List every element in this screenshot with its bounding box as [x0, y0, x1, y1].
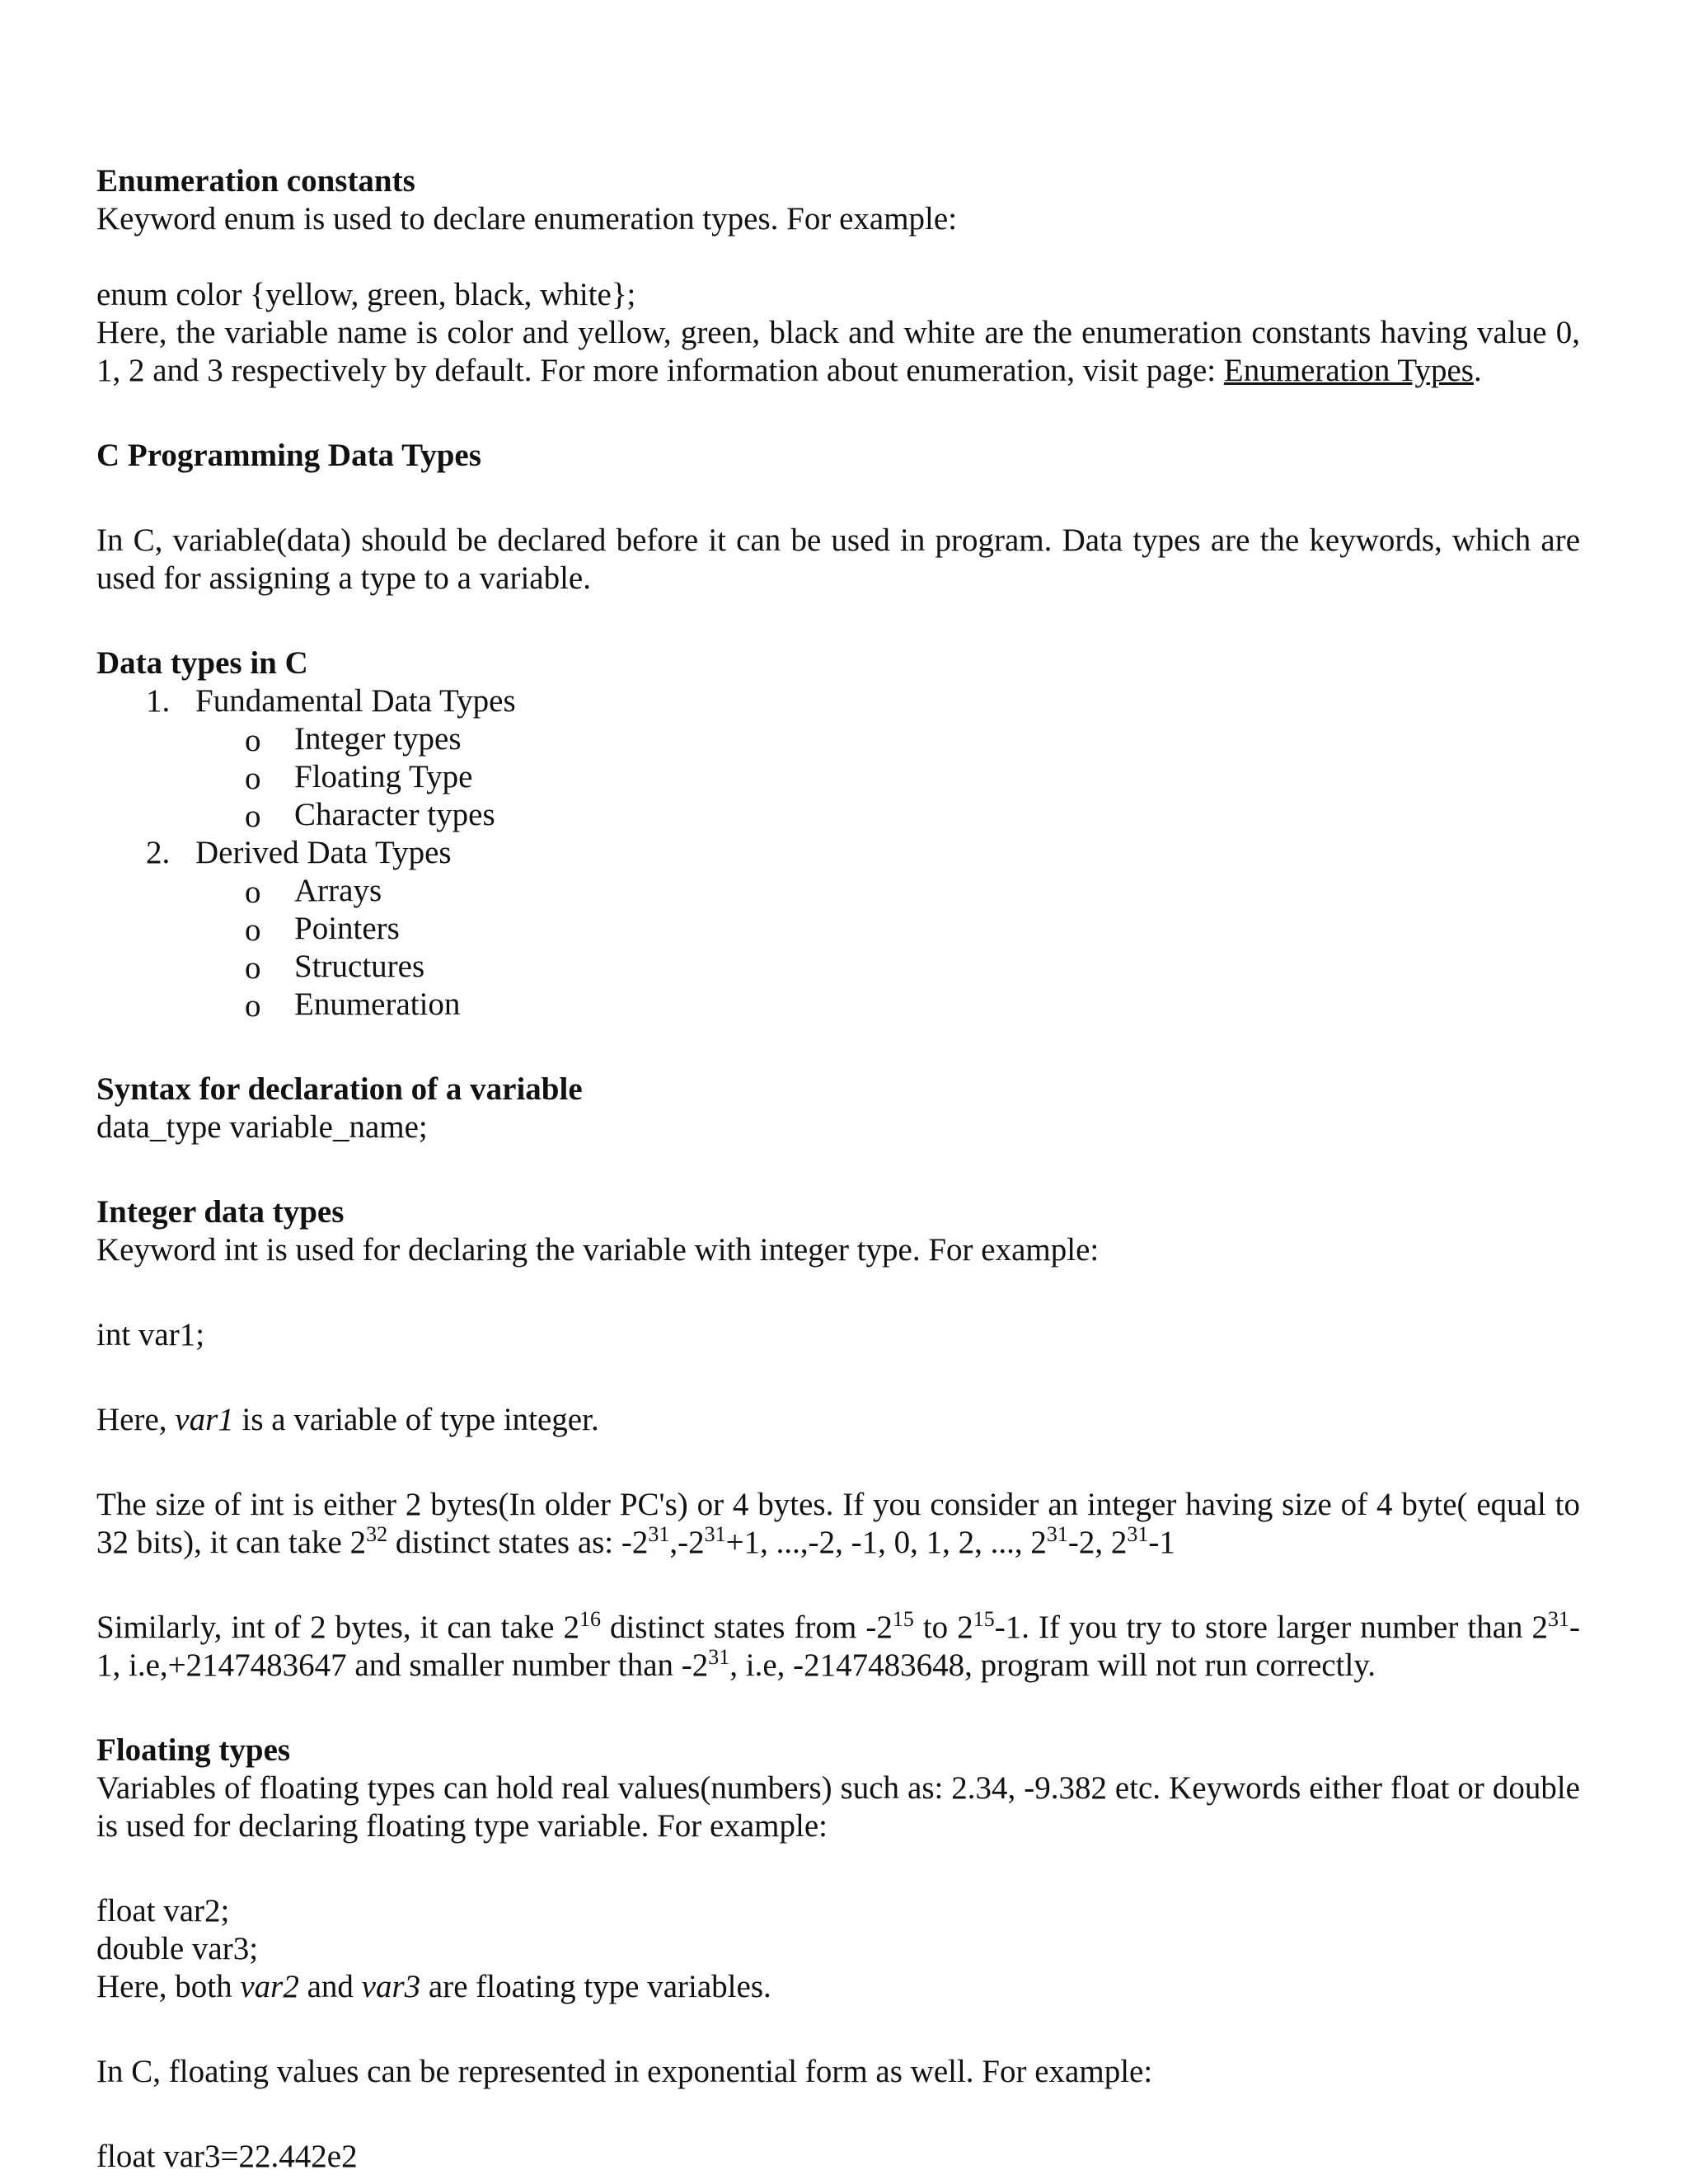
- enumeration-types-link[interactable]: Enumeration Types: [1223, 353, 1474, 388]
- floating-intro-paragraph: Variables of floating types can hold real values(numbers) such as: 2.34, -9.382 etc. Keywords either float or double is used for declaring floating type variable. For example:: [96, 1770, 1580, 1844]
- variable-name: var1: [175, 1402, 234, 1437]
- text-fragment: ,-2: [669, 1525, 705, 1560]
- list-label: Derived Data Types: [195, 835, 452, 870]
- enum-explanation-paragraph: [96, 314, 1580, 390]
- list-subitem: [96, 720, 1580, 758]
- exponent: 31: [704, 1522, 726, 1546]
- text-fragment: +1, ...,-2, -1, 0, 1, 2, ..., 2: [725, 1525, 1047, 1560]
- text-fragment: Similarly, int of 2 bytes, it can take 2: [96, 1610, 579, 1645]
- variable-name: var2: [240, 1969, 299, 2004]
- heading-floating-types: Floating types: [96, 1732, 291, 1768]
- subitem-label: Structures: [294, 949, 425, 984]
- list-subitem: [96, 872, 1580, 910]
- double-code-line: double var3;: [96, 1931, 259, 1966]
- exponent: 31: [648, 1522, 670, 1546]
- subitem-label: Arrays: [294, 873, 382, 908]
- list-number: 2.: [146, 835, 171, 870]
- text-fragment: Here, both: [96, 1969, 241, 2004]
- text-fragment: , i.e, -2147483648, program will not run correctly.: [729, 1647, 1376, 1683]
- exponent: 31: [1046, 1522, 1068, 1546]
- exponent: 31: [1548, 1607, 1570, 1631]
- bullet-marker: o: [245, 761, 261, 796]
- floating-code-line: float var2;: [96, 1893, 230, 1929]
- subitem-label: Enumeration: [294, 987, 461, 1022]
- data-types-intro-paragraph: In C, variable(data) should be declared before it can be used in program. Data types are the keywords, which are used for assigning a type to a variable.: [96, 523, 1580, 596]
- exponent: 16: [579, 1607, 601, 1631]
- subitem-label: Integer types: [294, 721, 462, 757]
- subitem-label: Floating Type: [294, 759, 473, 794]
- exponent: 32: [366, 1522, 388, 1546]
- enum-code-line: enum color {yellow, green, black, white};: [96, 277, 636, 312]
- bullet-marker: o: [245, 799, 261, 834]
- integer-similarly-paragraph: [96, 1609, 1580, 1685]
- heading-integer-data-types: Integer data types: [96, 1194, 345, 1230]
- text-fragment: and: [298, 1969, 362, 2004]
- text-fragment: Here,: [96, 1402, 176, 1437]
- list-label: Fundamental Data Types: [195, 683, 516, 719]
- exponential-intro-text: In C, floating values can be represented in exponential form as well. For example:: [96, 2054, 1153, 2089]
- bullet-marker: o: [245, 912, 261, 948]
- text-fragment: -1, i.e,+2147483647 and smaller number than -2: [96, 1610, 1581, 1683]
- exponent: 31: [708, 1645, 730, 1669]
- exponent: 15: [973, 1607, 995, 1631]
- heading-c-programming-data-types: C Programming Data Types: [96, 438, 481, 473]
- list-number: 1.: [146, 683, 171, 719]
- list-item-fundamental: [96, 682, 1580, 720]
- list-subitem: [96, 910, 1580, 948]
- document-page: [96, 162, 1580, 2176]
- text-fragment: are floating type variables.: [420, 1969, 771, 2004]
- text-fragment: The size of int is either 2 bytes(In older PC's) or 4 bytes. If you consider an integer having size of 4 byte( equal to 32 bits), it can take 2: [96, 1487, 1580, 1560]
- text-fragment: -1: [1148, 1525, 1175, 1560]
- subitem-label: Character types: [294, 797, 495, 832]
- text-fragment: distinct states as: -2: [387, 1525, 649, 1560]
- text-fragment: to 2: [913, 1610, 973, 1645]
- list-subitem: [96, 948, 1580, 986]
- text-fragment: -1. If you try to store larger number than 2: [994, 1610, 1549, 1645]
- list-item-derived: [96, 834, 1580, 872]
- enum-explanation-end: .: [1473, 353, 1482, 388]
- floating-here-text: [96, 1968, 1580, 2006]
- list-subitem: [96, 796, 1580, 834]
- subitem-label: Pointers: [294, 911, 400, 946]
- enum-intro-text: Keyword enum is used to declare enumeration types. For example:: [96, 201, 958, 237]
- enum-explanation-text: Here, the variable name is color and yellow, green, black and white are the enumeration constants having value 0, 1, 2 and 3 respectively by default. For more information about enumeration, visit page:: [96, 315, 1580, 388]
- heading-data-types-in-c: Data types in C: [96, 645, 308, 681]
- syntax-code-line: data_type variable_name;: [96, 1109, 428, 1145]
- data-types-list: [96, 682, 1580, 1024]
- bullet-marker: o: [245, 874, 261, 910]
- exponent: 31: [1127, 1522, 1149, 1546]
- exponential-code-line: float var3=22.442e2: [96, 2139, 358, 2174]
- bullet-marker: o: [245, 950, 261, 986]
- bullet-marker: o: [245, 988, 261, 1024]
- integer-here-text: [96, 1401, 1580, 1439]
- list-subitem: [96, 986, 1580, 1024]
- integer-size-paragraph: [96, 1486, 1580, 1562]
- list-subitem: [96, 758, 1580, 796]
- integer-code-line: int var1;: [96, 1317, 205, 1352]
- heading-enumeration-constants: Enumeration constants: [96, 163, 415, 199]
- variable-name: var3: [361, 1969, 421, 2004]
- text-fragment: distinct states from -2: [600, 1610, 893, 1645]
- text-fragment: is a variable of type integer.: [233, 1402, 599, 1437]
- text-fragment: -2, 2: [1067, 1525, 1128, 1560]
- heading-syntax-declaration: Syntax for declaration of a variable: [96, 1071, 583, 1107]
- bullet-marker: o: [245, 723, 261, 758]
- exponent: 15: [892, 1607, 914, 1631]
- integer-intro-text: Keyword int is used for declaring the variable with integer type. For example:: [96, 1232, 1100, 1268]
